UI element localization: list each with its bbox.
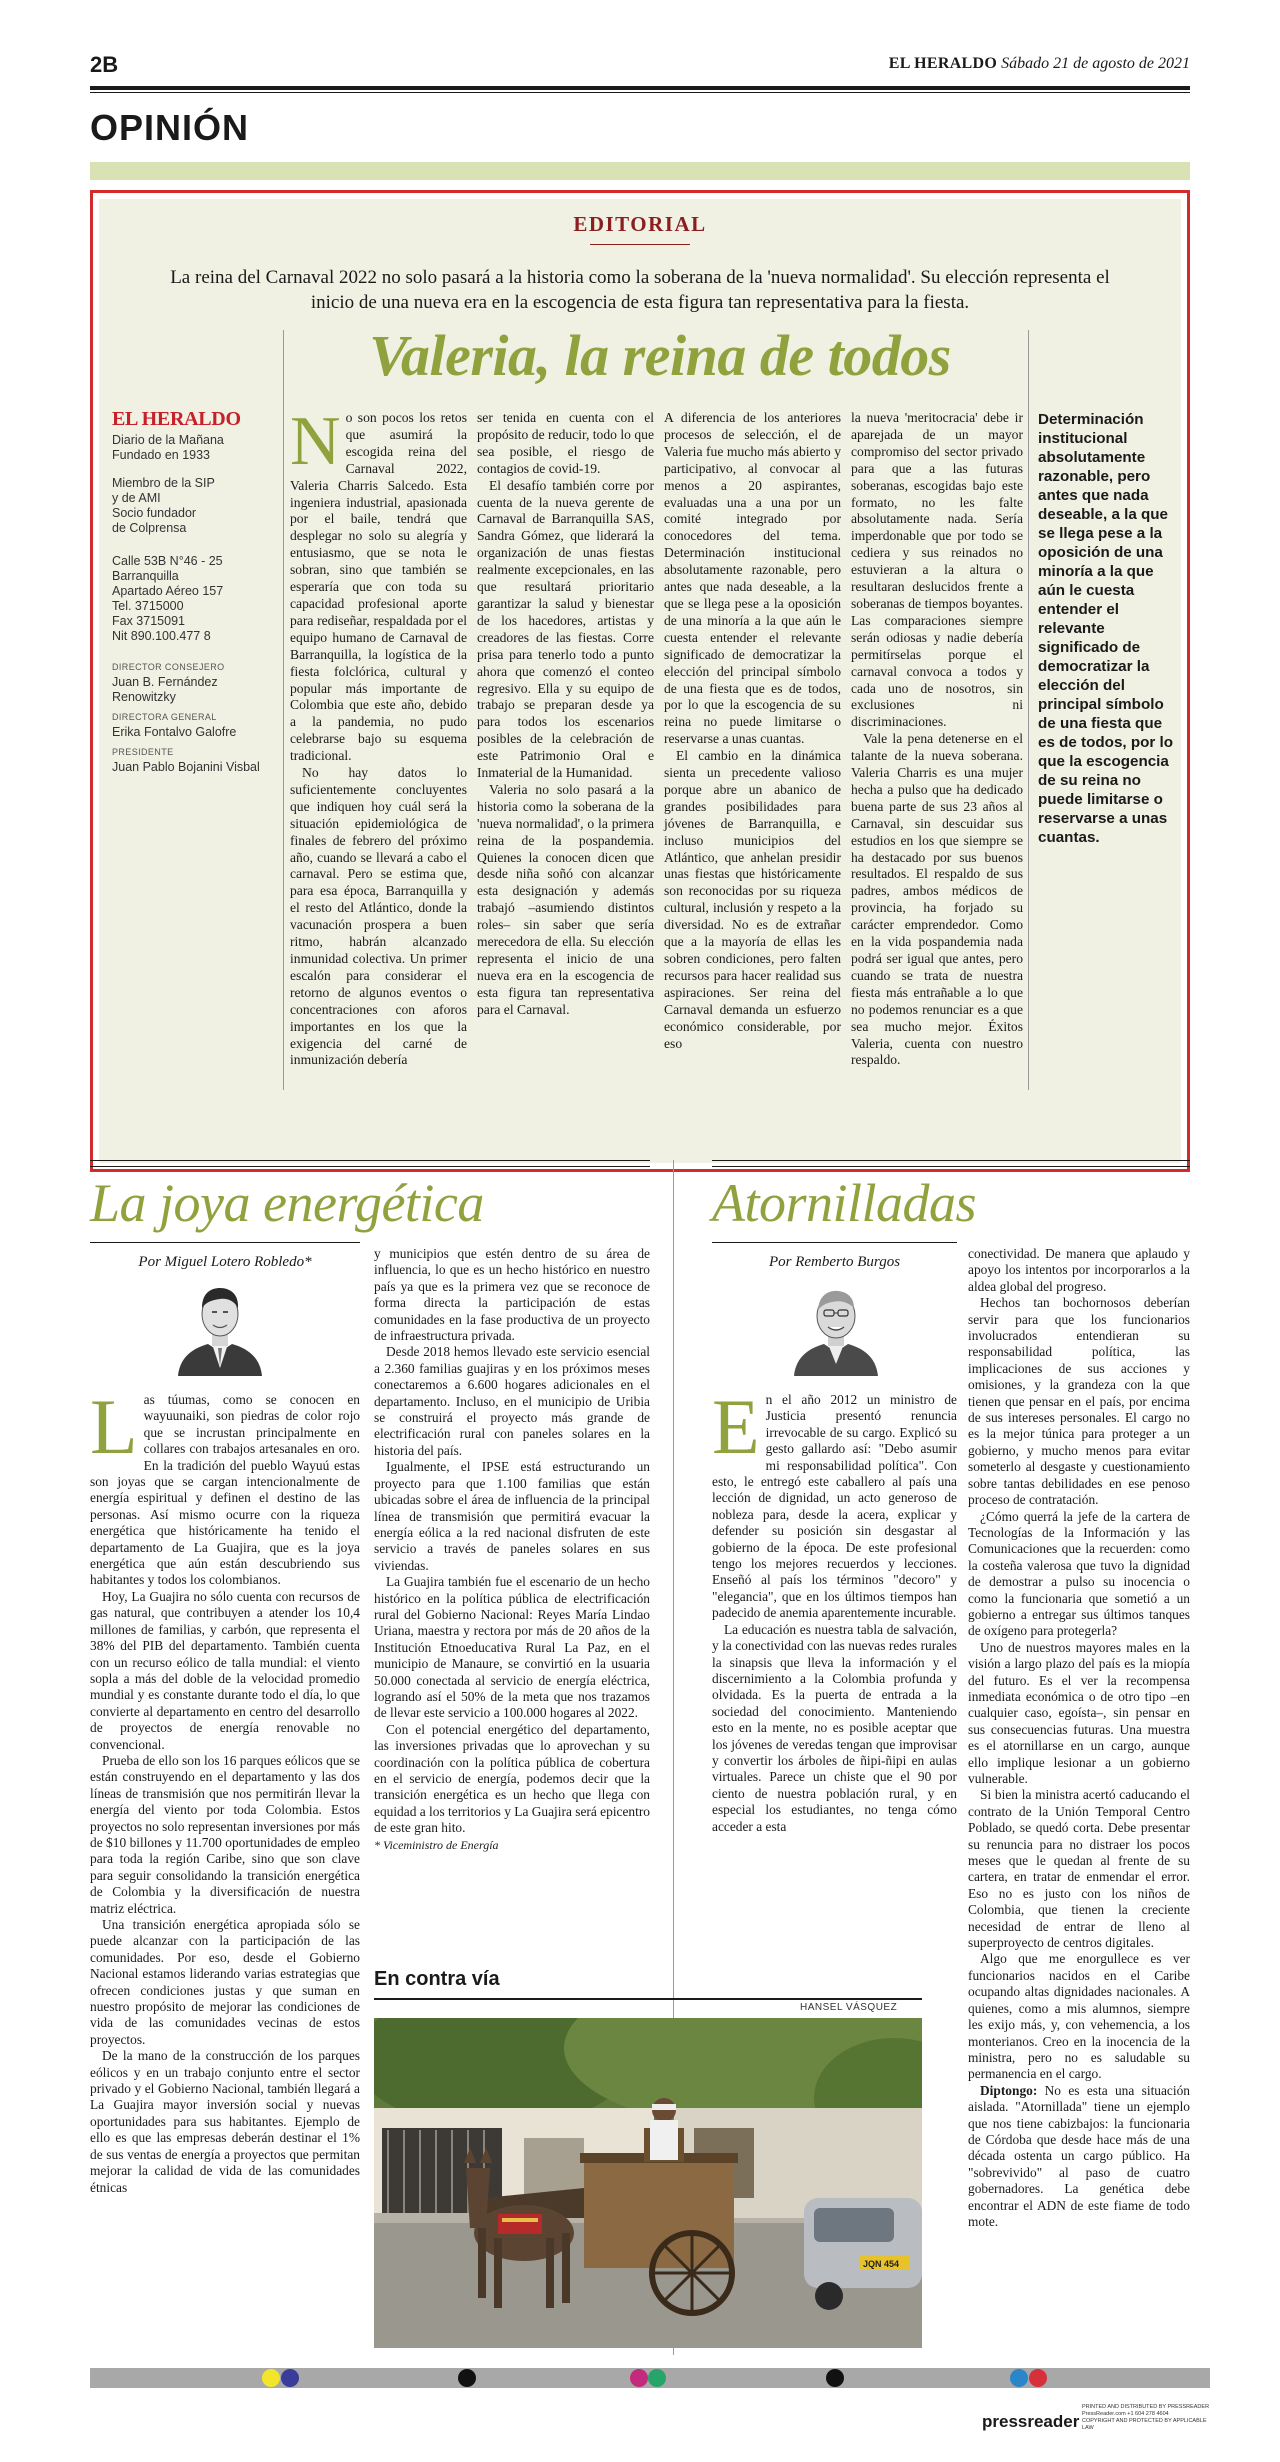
fineprint-line: COPYRIGHT AND PROTECTED BY APPLICABLE LAW <box>1082 2418 1207 2431</box>
pressreader-footer <box>982 2400 1210 2440</box>
editorial-column-3 <box>664 410 841 1052</box>
article-top-rule <box>90 1166 650 1167</box>
sidebar-line: Nit 890.100.477 8 <box>112 629 211 643</box>
street-photo <box>374 2018 922 2348</box>
paragraph: ser tenida en cuenta con el propósito de reducir, todo lo que sea posible, el riesgo de contagios de covid-19. <box>477 410 654 476</box>
registration-dot <box>648 2369 666 2387</box>
editorial-headline: Valeria, la reina de todos <box>369 323 951 388</box>
editorial-label: EDITORIAL <box>573 212 707 236</box>
paragraph-text: as túumas, como se conocen en wayuunaiki, son piedras de color rojo que se incrustan principalmente en collares con trabajos artesanales en oro. En la tradición del pueblo Wayuú estas son joyas que se cargan intencionalmente de energía espiritual y definen el destino de las personas. Así mismo ocurre con la riqueza energética que históricamente ha tenido el departamento de La Guajira, que es la joya energética que aún están descubriendo sus habitantes y todos los colombianos. <box>90 1392 360 1588</box>
article-top-rule <box>712 1166 1190 1167</box>
columnist-portrait <box>172 1278 268 1376</box>
issue-date: Sábado 21 de agosto de 2021 <box>1001 55 1190 72</box>
pressreader-fineprint <box>1082 2404 1210 2432</box>
registration-dot <box>1010 2369 1028 2387</box>
header-rule-thin <box>90 92 1190 93</box>
diptongo-label: Diptongo: <box>980 2082 1038 2098</box>
newspaper-logo: EL HERALDO <box>112 408 241 430</box>
headline-rule <box>90 1242 360 1243</box>
pressreader-logo: pressreader <box>982 2412 1080 2431</box>
sidebar-line: Tel. 3715000 <box>112 599 184 613</box>
sidebar-line: Apartado Aéreo 157 <box>112 584 224 598</box>
paragraph-text: No es esta una situación aislada. "Atornillada" tiene un ejemplo que nos tiene cabizbajos: la funcionaria de Córdoba que desde hace más de una década ostenta un cargo público. Ha "sobrevivido" al paso de cuatro gobernadores. La genética debe encontrar el ADN de este fiame de todo mote. <box>968 2082 1190 2229</box>
sidebar-name: Juan Pablo Bojanini Visbal <box>112 760 260 774</box>
sidebar-line: Fundado en 1933 <box>112 448 211 462</box>
paragraph: Si bien la ministra acertó caducando el contrato de la Unión Temporal Centro Poblado, se quedó corta. Debe presentar su renuncia para no distraer los pocos meses que le quedan al frente de su cartera, en tratar de enmendar el error. Eso no es justo con los niños de Colombia, que tienen la creciente necesidad de entrar de lleno al superproyecto de centros digitales. <box>968 1787 1190 1951</box>
paragraph: Una transición energética apropiada sólo se puede alcanzar con la participación de las comunidades. Por eso, desde el Gobierno Nacional estamos liderando varias estrategias que ofrecen condiciones justas y que suman en nuestro propósito de mejorar las condiciones de vida de las comunidades vecinas de estos proyectos. <box>90 1917 360 2047</box>
editorial-column-1 <box>290 403 467 1069</box>
article1-column-1 <box>90 1383 360 2196</box>
registration-dot <box>262 2369 280 2387</box>
license-plate-text: JQN 454 <box>863 2259 900 2269</box>
registration-dot <box>458 2369 476 2387</box>
sidebar-line: de Colprensa <box>112 521 187 535</box>
section-band <box>90 162 1190 180</box>
photo-credit: HANSEL VÁSQUEZ <box>800 2002 898 2013</box>
sidebar-line: Miembro de la SIP <box>112 476 215 490</box>
paragraph: El desafío también corre por cuenta de la nueva gerente de Carnaval de Barranquilla SAS, Sandra Gómez, que liderará la organización de unas fiestas realmente excepcionales, en las que resultará prioritario garantizar la salud y bienestar de los hacedores, artistas y creadores de las fiestas. Corre prisa para tenerlo todo a punto ahora que comenzó el conteo regresivo. Ella y su equipo de trabajo se preparan desde ya para todos los escenarios posibles de la celebración de este Patrimonio Oral e Inmaterial de la Humanidad. <box>477 477 654 781</box>
paragraph: la nueva 'meritocracia' debe ir aparejada de un mayor compromiso del sector privado para que a las futuras soberanas, escogidas bajo este formato, no les falte absolutamente nada. Sería imperdonable que por todo se cediera y sus reinados no estuvieran a la altura o resultaran deslucidos frente a soberanas de tiempos boyantes. Las comparaciones siempre serán odiosas y nadie debería permitírselas porque el carnaval convoca a todos y cada uno de nosotros, sin exclusiones ni discriminaciones. <box>851 410 1023 730</box>
paragraph <box>712 1383 957 1622</box>
registration-dot <box>1029 2369 1047 2387</box>
sidebar-line: Diario de la Mañana <box>112 433 224 447</box>
editorial-column-4 <box>851 410 1023 1069</box>
sidebar-role: DIRECTOR CONSEJERO <box>112 662 225 672</box>
sidebar-block <box>112 660 272 775</box>
article2-column-1 <box>712 1383 957 1835</box>
paragraph: Hechos tan bochornosos deberían servir para que los funcionarios involucrados entendieran su responsabilidad política, las implicaciones de sus acciones y omisiones, y la grandeza con la que tienen que pensar en el país, por encima de sus intereses personales. El cargo no es la mejor túnica para proteger a un gobierno, y mucho menos para evitar someterlo al desgaste y cuestionamiento sobre tantas debilidades en ese penoso proceso de contratación. <box>968 1295 1190 1508</box>
article2-column-2 <box>968 1246 1190 2230</box>
editorial-label-rule <box>590 244 690 245</box>
registration-dot <box>826 2369 844 2387</box>
author-note: * Viceministro de Energía <box>374 1837 499 1852</box>
sidebar-role: DIRECTORA GENERAL <box>112 712 217 722</box>
paragraph: Igualmente, el IPSE está estructurando un proyecto para que 1.100 familias que están ubicadas sobre el área de influencia de la principal línea de transmisión que permitirá evacuar la energía eólica a la red nacional disfruten de este servicio a través de paneles solares en sus viviendas. <box>374 1459 650 1573</box>
byline: Por Remberto Burgos <box>768 1254 901 1270</box>
paragraph: La Guajira también fue el escenario de un hecho histórico en la política pública de electrificación rural del Gobierno Nacional: Reyes María Lindao Uriana, maestra y rectora por más de 20 años de la Institución Etnoeducativa Rural La Paz, en el municipio de Manaure, se convirtió en la usuaria 50.000 conectada al servicio de energía eléctrica, logrando así el 50% de la meta que nos trazamos de llevar este servicio a 100.000 hogares al 2022. <box>374 1574 650 1721</box>
article1-column-2 <box>374 1246 650 1853</box>
paragraph: Valeria no solo pasará a la historia como la soberana de la 'nueva normalidad', o la primera reina de la pospandemia. Quienes la conocen dicen que desde niña soñó con alcanzar esta designación y además trabajó –asumiendo distintos roles– sin saber que sería merecedora de ella. Su elección representa el inicio de una nueva era en la escogencia de esta figura tan representativa para el Carnaval. <box>477 781 654 1017</box>
drop-cap: E <box>712 1383 760 1470</box>
pull-quote: Determinación institucional absolutamente razonable, pero antes que nada deseable, a la que se llega pese a la oposición de una minoría a la que aún le cuesta entender el relevante significado de democratizar la elección del principal símbolo de una fiesta que es de todos, por lo que la escogencia de su reina no puede limitarse o reservarse a unas cuantas. <box>1038 411 1174 846</box>
masthead-name: EL HERALDO <box>888 55 998 72</box>
sidebar-line: Fax 3715091 <box>112 614 185 628</box>
sidebar-name: Juan B. Fernández Renowitzky <box>112 675 218 704</box>
header-rule <box>90 86 1190 90</box>
article-top-rule <box>712 1160 1190 1161</box>
paragraph: El cambio en la dinámica sienta un precedente valioso porque abre un abanico de grandes posibilidades para jóvenes de Barranquilla, e incluso municipios del Atlántico, que anhelan presidir unas fiestas que históricamente son reconocidas por su riqueza cultural, inclusión y respeto a la diversidad. No es de extrañar que a la mayoría de ellas les sobren condiciones, pero falten recursos para hacer realidad sus aspiraciones. Ser reina del Carnaval demanda un esfuerzo económico considerable, por eso <box>664 748 841 1051</box>
paragraph: Uno de nuestros mayores males en la visión a largo plazo del país es la miopía del futuro. Es el ver la recompensa inmediata económica o de otro tipo –en cualquier caso, egoísta–, sin pensar en sus consecuencias futuras. Una muestra es el atornillarse en un cargo, aunque ello implique lesionar a un gobierno vulnerable. <box>968 1639 1190 1786</box>
column-rule <box>1028 330 1029 1090</box>
fineprint-line: PressReader.com +1 604 278 4604 <box>1082 2411 1169 2417</box>
page-number: 2B <box>90 52 119 77</box>
registration-dot <box>630 2369 648 2387</box>
sidebar-line: Barranquilla <box>112 569 179 583</box>
paragraph: ¿Cómo querrá la jefe de la cartera de Tecnologías de la Información y las Comunicaciones que la recuerden: como la costeña valerosa que tuvo la dignidad de demostrar a pulso su inocencia o como la funcionaria que sometió a un gobierno a entregar sus últimos tanques de oxígeno para protegerla? <box>968 1508 1190 1639</box>
paragraph: y municipios que estén dentro de su área de influencia, lo que es un hecho histórico en nuestro país ya que es la primera vez que se reconoce de forma directa la participación de estas comunidades en la fase productiva de un proyecto de infraestructura privada. <box>374 1246 650 1344</box>
paragraph: La educación es nuestra tabla de salvación, y la conectividad con las nuevas redes rurales la sinapsis que lleva la información y el discernimiento a la Colombia profunda y olvidada. Es la puerta de entrada a la sociedad del conocimiento. Manteniendo esto en la mente, no es posible aceptar que los jóvenes de veredas tengan que improvisar y convertir los árboles de ñipi-ñipi en aulas virtuales. Parece un chiste que el 90 por ciento de nuestra población rural, y en especial los estudiantes, no tenga cómo acceder a esta <box>712 1621 957 1834</box>
sidebar-block <box>112 433 272 463</box>
masthead-sidebar <box>112 408 272 775</box>
sidebar-name: Erika Fontalvo Galofre <box>112 725 237 739</box>
article-top-rule <box>90 1160 650 1161</box>
paragraph: Desde 2018 hemos llevado este servicio esencial a 2.360 familias guajiras y en los próximos meses conectaremos a 6.600 hogares adicionales en el departamento. Incluso, en el municipio de Uribia se construirá el proyecto más grande de electrificación rural con paneles solares en la historia del país. <box>374 1344 650 1458</box>
photo-section-rule <box>374 1998 922 2000</box>
sidebar-line: y de AMI <box>112 491 161 505</box>
paragraph-text: n el año 2012 un ministro de Justicia presentó renuncia irrevocable de su cargo. Explicó su gesto gallardo así: "Debo asumir mi responsabilidad política". Con esto, le entregó este caballero al país una lección de dignidad, un acto generoso de nobleza para, desde la acera, explicar y defender su posición sin desgastar al gobierno de la época. De este profesional tengo los mejores recuerdos y lecciones. Enseñó al país los términos "decoro" y "elegancia", que en los últimos tiempos han padecido de anemia aparentemente incurable. <box>712 1392 957 1621</box>
sidebar-block <box>112 554 272 644</box>
paragraph <box>90 1383 360 1589</box>
section-title: OPINIÓN <box>90 107 250 148</box>
columnist-portrait <box>788 1278 884 1376</box>
paragraph <box>290 403 467 765</box>
sidebar-block <box>112 476 272 536</box>
drop-cap: N <box>290 403 341 480</box>
paragraph: Hoy, La Guajira no sólo cuenta con recursos de gas natural, que contribuyen a atender los 10,4 millones de familias, y carbón, que representa el 38% del PIB del departamento. También cuenta con un recurso eólico de talla mundial: el viento sopla a más del doble de la velocidad promedio mundial y es constante durante todo el día, lo que convierte al departamento en centro del desarrollo de proyectos de energía renovable no convencional. <box>90 1588 360 1752</box>
paragraph: Prueba de ello son los 16 parques eólicos que se están construyendo en el departamento y las dos líneas de transmisión que nos permitirán llevar la energía del viento por toda Colombia. Estos proyectos no solo representan inversiones por más de $10 billones y 11.700 oportunidades de empleo para toda la región Caribe, sino que son clave para seguir consolidando la transición energética de Colombia y la diversificación de nuestra matriz eléctrica. <box>90 1752 360 1916</box>
paragraph: Vale la pena detenerse en el talante de la nueva soberana. Valeria Charris es una mujer hecha a pulso que ha dedicado buena parte de sus 23 años al Carnaval, sin descuidar sus estudios en los que siempre se ha destacado por sus buenos resultados. El respaldo de sus padres, ambos médicos de provincia, ha forjado su carácter emprendedor. Como en la vida pospandemia nada podrá ser igual que antes, pero cuando se trata de nuestra fiesta más entrañable a lo que no podemos renunciar es a que sea mucho mejor. Éxitos Valeria, cuenta con nuestro respaldo. <box>851 731 1023 1068</box>
paragraph-text: o son pocos los retos que asumirá la escogida reina del Carnaval 2022, Valeria Charris Salcedo. Esta ingeniera industrial, apasionada por el baile, tendrá que desplegar no solo su alegría y entusiasmo, que se nota le sobran, sino que también se esperaría que con toda su capacidad profesional aporte para rediseñar, respaldada por el equipo humano de Carnaval de Barranquilla, la logística de la fiesta folclórica, cultural y popular más importante de Colombia que este año, debido a la pandemia, no pudo celebrarse bajo su esquema tradicional. <box>290 410 467 764</box>
photo-section-title: En contra vía <box>374 1968 500 1990</box>
paragraph <box>968 2083 1190 2231</box>
sidebar-line: Calle 53B N°46 - 25 <box>112 554 223 568</box>
sidebar-line: Socio fundador <box>112 506 197 520</box>
byline: Por Miguel Lotero Robledo* <box>138 1254 312 1270</box>
paragraph: Con el potencial energético del departamento, las inversiones privadas que lo aprovechan y su coordinación con la política pública de cobertura en el servicio de energía, podemos decir que la transición energética es un hecho que llega con equidad a los territorios y La Guajira será epicentro de este gran hito. <box>374 1721 650 1836</box>
paragraph: conectividad. De manera que aplaudo y apoyo los intentos por incorporarlos a la aldea global del progreso. <box>968 1246 1190 1294</box>
masthead-date <box>889 55 1190 73</box>
paragraph: Algo que me enorgullece es ver funcionarios nacidos en el Caribe ocupando altas dignidades nacionales. A quienes, como a mis alumnos, siempre les exijo más, y, con vehemencia, a los monterianos. Creo en la inocencia de la ministra, pero no es saludable su permanencia en el cargo. <box>968 1951 1190 2082</box>
paragraph: De la mano de la construcción de los parques eólicos y en un trabajo conjunto entre el sector privado y el Gobierno Nacional, también llegará a La Guajira mayor inversión social y nuevas oportunidades para sus habitantes. Ejemplo de ello es que las empresas deberán destinar el 1% de sus ventas de energía a proyectos que permitan mejorar la calidad de vida de las comunidades étnicas <box>90 2048 360 2195</box>
fineprint-line: PRINTED AND DISTRIBUTED BY PRESSREADER <box>1082 2404 1210 2410</box>
sidebar-role: PRESIDENTE <box>112 747 174 757</box>
headline-rule <box>712 1242 957 1243</box>
paragraph: A diferencia de los anteriores procesos de selección, el de Valeria fue mucho más abierto y participativo, al convocar al menos a 20 aspirantes, evaluadas una a una por un comité integrado por conocedores del tema. Determinación institucional absolutamente razonable, pero antes que nada deseable, a la que se llega pese a la oposición de una minoría a la que aún le cuesta entender el relevante significado de democratizar la elección del principal símbolo de una fiesta que es de todos, por lo que la escogencia de su reina no puede limitarse o reservarse a unas cuantas. <box>664 410 841 747</box>
article-headline: Atornilladas <box>712 1173 977 1233</box>
editorial-standfirst: La reina del Carnaval 2022 no solo pasará a la historia como la soberana de la 'nueva normalidad'. Su elección representa el inicio de una nueva era en la escogencia de esta figura tan representativa para la fiesta. <box>170 267 1110 313</box>
registration-dot <box>281 2369 299 2387</box>
column-rule <box>283 330 284 1090</box>
article-headline: La joya energética <box>90 1173 484 1233</box>
paragraph: No hay datos lo suficientemente concluyentes que indiquen hoy cuál será la situación epidemiológica de finales de febrero del próximo año, cuando se llevará a cabo el carnaval. Pero se estima que, para esa época, Barranquilla y el resto del Atlántico, donde la vacunación prospera a buen ritmo, habrán alcanzado inmunidad colectiva. Un primer escalón para considerar el retorno de algunos eventos o concentraciones con aforos importantes en los que la exigencia del carné de inmunización debería <box>290 765 467 1068</box>
editorial-column-2 <box>477 410 654 1019</box>
drop-cap: L <box>90 1383 138 1470</box>
